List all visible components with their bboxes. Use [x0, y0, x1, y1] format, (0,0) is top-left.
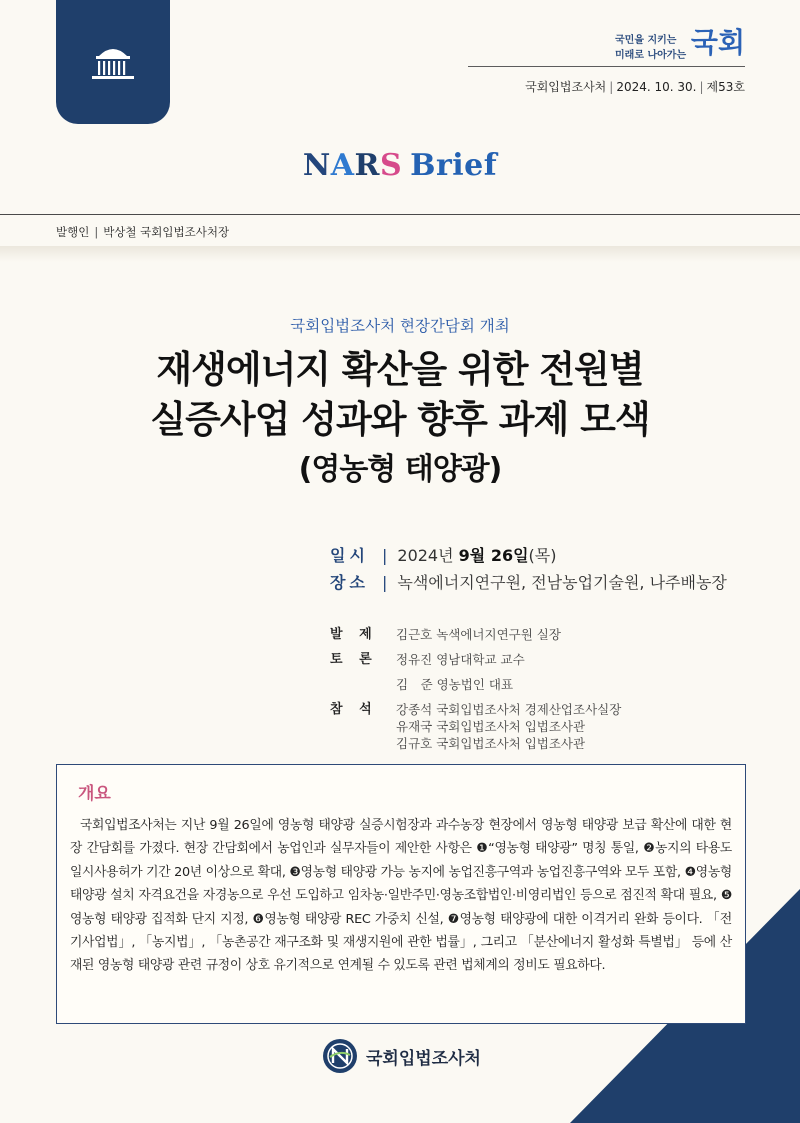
publisher-rule — [0, 214, 800, 215]
nars-brief-logo — [0, 148, 800, 183]
participant-row-presenter — [330, 624, 621, 645]
slogan-brand: 국회 — [690, 26, 745, 59]
participant-row-discussants — [330, 649, 621, 695]
summary-box — [56, 764, 746, 1024]
summary-heading: 개요 — [78, 784, 111, 804]
participant-name: 김 준 영농법인 대표 — [396, 677, 514, 692]
publisher-value: 박상철 국회입법조사처장 — [103, 225, 230, 239]
title-line-3: (영농형 태양광) — [298, 452, 502, 487]
slogan-line-1: 국민을 지키는 — [615, 35, 677, 46]
header-rule — [468, 66, 745, 67]
title-line-1: 재생에너지 확산을 위한 전원별 — [156, 348, 644, 391]
footer — [322, 1038, 481, 1074]
slogan-line-2: 미래로 나아가는 — [615, 50, 687, 61]
logo-letter-s: S — [379, 148, 403, 183]
participants — [330, 624, 621, 752]
date-suffix: (목) — [528, 546, 557, 565]
band-shadow — [0, 246, 800, 262]
participant-role: 토 론 — [330, 652, 378, 667]
publisher-line: 발행인 | 박상철 국회입법조사처장 — [56, 225, 230, 239]
date-bold: 9월 26일 — [458, 546, 529, 565]
page-title — [0, 345, 800, 495]
logo-letter-r: R — [354, 148, 380, 183]
participant-name: 김근호 녹색에너지연구원 실장 — [396, 627, 561, 642]
participant-role: 참 석 — [330, 702, 378, 717]
logo-letter-n: N — [302, 148, 331, 183]
assembly-logo-tab — [56, 0, 170, 124]
place-row: 장소 | 녹색에너지연구원, 전남농업기술원, 나주배농장 — [330, 569, 727, 596]
publisher-label: 발행인 — [56, 225, 90, 239]
nars-seal-icon — [322, 1038, 358, 1074]
place-label: 장소 — [330, 573, 369, 592]
issue-number: 제53호 — [706, 80, 745, 94]
publisher-name: 국회입법조사처 — [525, 80, 607, 94]
kicker: 국회입법조사처 현장간담회 개최 — [290, 317, 510, 335]
participant-name: 정유진 영남대학교 교수 — [396, 652, 525, 667]
summary-body: 국회입법조사처는 지난 9월 26일에 영농형 태양광 실증시험장과 과수농장 현장에서 영농형 태양광 보급 확산에 대한 현장 간담회를 가졌다. 현장 간담회에서 농업인과 실무자들이 제안한 사항은 ❶“영농형 태양광” 명칭 통일, ❷농지의 타용도 일시사용허가 기간 20년 이상으로 확대, ❸영농형 태양광 가능 농지에 농업진흥구역과 농업진흥구역와 모두 포함, ❹영농형 태양광 설치 자격요건을 자경농으로 우선 도입하고 임차농·일반주민·영농조합법인·비영리법인 등으로 점진적 확대 필요, ❺영농형 태양광 집적화 단지 지정, ❻영농형 태양광 REC 가중치 신설, ❼영농형 태양광에 대한 이격거리 완화 등이다. 「전기사업법」, 「농지법」, 「농촌공간 재구조화 및 재생지원에 관한 법률」, 그리고 「분산에너지 활성화 특별법」 등에 산재된 영농형 태양광 관련 규정이 상호 유기적으로 연계될 수 있도록 관련 법체계의 정비도 필요하다. — [70, 818, 732, 974]
date-prefix: 2024년 — [397, 546, 459, 565]
date-row: 일시 | 2024년 9월 26일(목) — [330, 542, 727, 569]
place-value: 녹색에너지연구원, 전남농업기술원, 나주배농장 — [397, 573, 727, 592]
logo-letter-a: A — [330, 148, 355, 183]
event-meta — [330, 542, 727, 596]
national-assembly-building-icon — [84, 40, 142, 84]
date-label: 일시 — [330, 546, 369, 565]
participant-name: 김규호 국회입법조사처 입법조사관 — [396, 736, 586, 751]
slogan-logo — [615, 26, 745, 62]
participant-role: 발 제 — [330, 627, 378, 642]
logo-brief: Brief — [410, 148, 498, 183]
footer-org-name: 국회입법조사처 — [366, 1048, 481, 1069]
participant-name: 강종석 국회입법조사처 경제산업조사실장 — [396, 702, 622, 717]
participant-name: 유재국 국회입법조사처 입법조사관 — [396, 719, 586, 734]
title-line-2: 실증사업 성과와 향후 과제 모색 — [150, 398, 650, 441]
issue-info: 국회입법조사처 | 2024. 10. 30. | 제53호 — [525, 80, 745, 94]
participant-row-attendees — [330, 699, 621, 752]
issue-date: 2024. 10. 30. — [616, 80, 697, 94]
